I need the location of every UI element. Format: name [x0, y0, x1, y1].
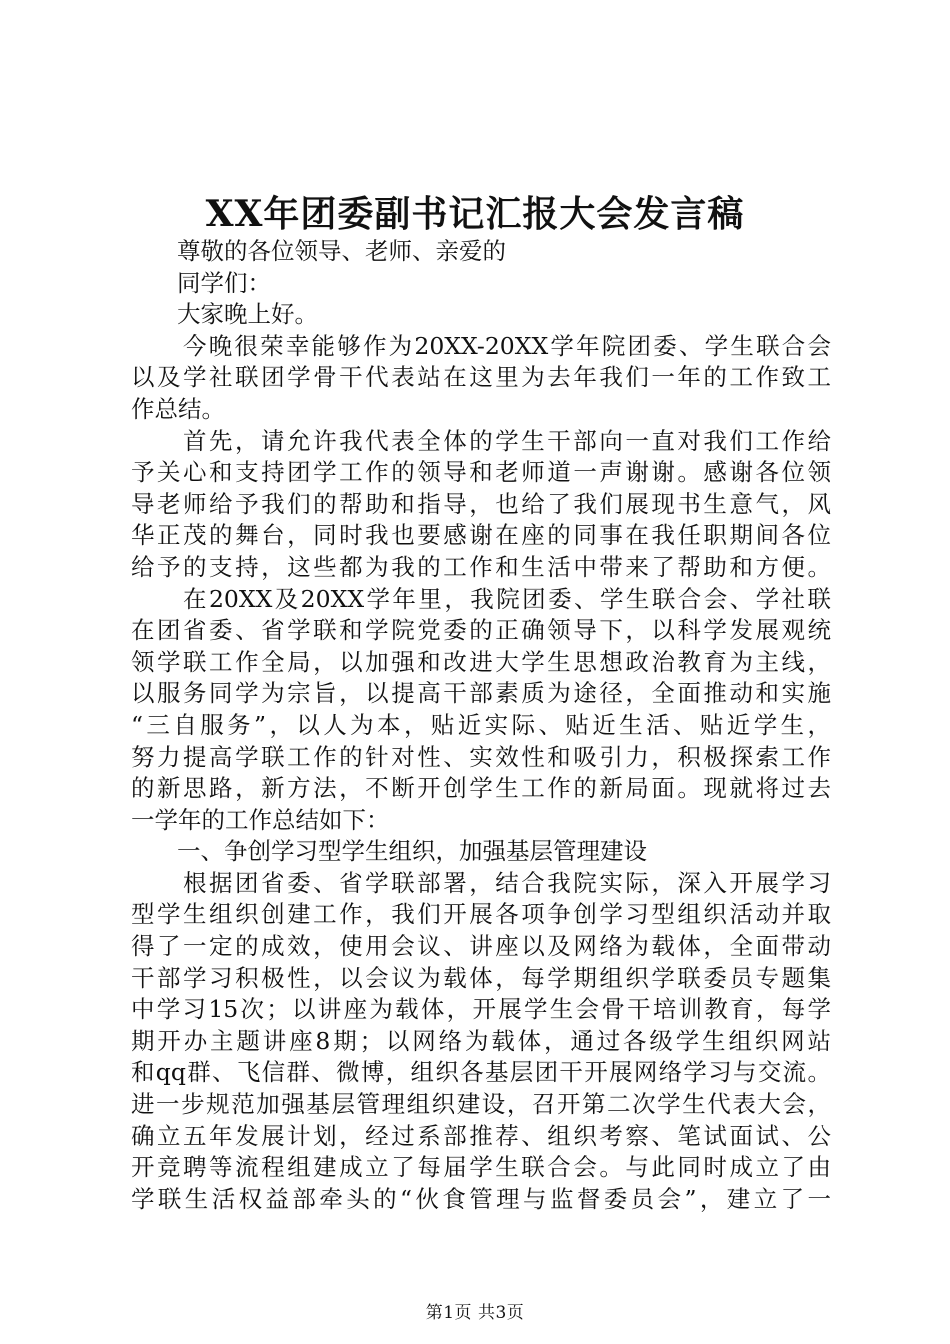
body-text-line: 尊敬的各位领导、老师、亲爱的: [177, 237, 506, 265]
body-text-line: 努力提高学联工作的针对性、实效性和吸引力，积极探索工作: [131, 742, 831, 771]
body-text-line: 和qq群、飞信群、微博，组织各基层团干开展网络学习与交流。: [131, 1058, 831, 1087]
body-text-line: 今晚很荣幸能够作为20XX-20XX学年院团委、学生联合会: [183, 331, 831, 360]
body-text-line: 给予的支持，这些都为我的工作和生活中带来了帮助和方便。: [131, 552, 831, 581]
body-text-line: 华正茂的舞台，同时我也要感谢在座的同事在我任职期间各位: [131, 521, 831, 550]
body-text-line: 首先，请允许我代表全体的学生干部向一直对我们工作给: [183, 426, 831, 455]
document-body: [131, 236, 831, 1215]
body-text-line: 根据团省委、省学联部署，结合我院实际，深入开展学习: [183, 868, 831, 897]
body-text-line: 中学习15次；以讲座为载体，开展学生会骨干培训教育，每学: [131, 995, 831, 1024]
body-text-line: 学联生活权益部牵头的“伙食管理与监督委员会”，建立了一: [131, 1184, 831, 1213]
body-text-line: “三自服务”，以人为本，贴近实际、贴近生活、贴近学生，: [131, 710, 831, 739]
body-text-line: 以及学社联团学骨干代表站在这里为去年我们一年的工作致工: [131, 363, 831, 392]
body-text-line: 的新思路，新方法，不断开创学生工作的新局面。现就将过去: [131, 774, 831, 803]
body-text-line: 领学联工作全局，以加强和改进大学生思想政治教育为主线，: [131, 647, 831, 676]
body-text-line: 予关心和支持团学工作的领导和老师道一声谢谢。感谢各位领: [131, 458, 831, 487]
body-text-line: 干部学习积极性，以会议为载体，每学期组织学联委员专题集: [131, 963, 831, 992]
body-text-line: 在20XX及20XX学年里，我院团委、学生联合会、学社联: [183, 584, 831, 613]
body-text-line: 开竞聘等流程组建成立了每届学生联合会。与此同时成立了由: [131, 1153, 831, 1182]
body-text-line: 进一步规范加强基层管理组织建设，召开第二次学生代表大会，: [131, 1090, 831, 1119]
body-text-line: 导老师给予我们的帮助和指导，也给了我们展现书生意气，风: [131, 489, 831, 518]
body-text-line: 在团省委、省学联和学院党委的正确领导下，以科学发展观统: [131, 616, 831, 645]
body-text-line: 同学们：: [177, 268, 271, 297]
body-text-line: 大家晚上好。: [177, 300, 318, 329]
body-text-line: 一学年的工作总结如下：: [131, 805, 390, 834]
document-title: XX年团委副书记汇报大会发言稿: [205, 193, 745, 235]
body-text-line: 期开办主题讲座8期；以网络为载体，通过各级学生组织网站: [131, 1026, 831, 1055]
body-text-line: 一、争创学习型学生组织，加强基层管理建设: [177, 837, 647, 866]
body-text-line: 作总结。: [131, 394, 225, 423]
body-text-line: 确立五年发展计划，经过系部推荐、组织考察、笔试面试、公: [131, 1121, 831, 1150]
body-text-line: 型学生组织创建工作，我们开展各项争创学习型组织活动并取: [131, 900, 831, 929]
page-footer: 第1页 共3页: [425, 1303, 525, 1323]
body-text-line: 得了一定的成效，使用会议、讲座以及网络为载体，全面带动: [131, 932, 831, 961]
body-text-line: 以服务同学为宗旨，以提高干部素质为途径，全面推动和实施: [131, 679, 831, 708]
